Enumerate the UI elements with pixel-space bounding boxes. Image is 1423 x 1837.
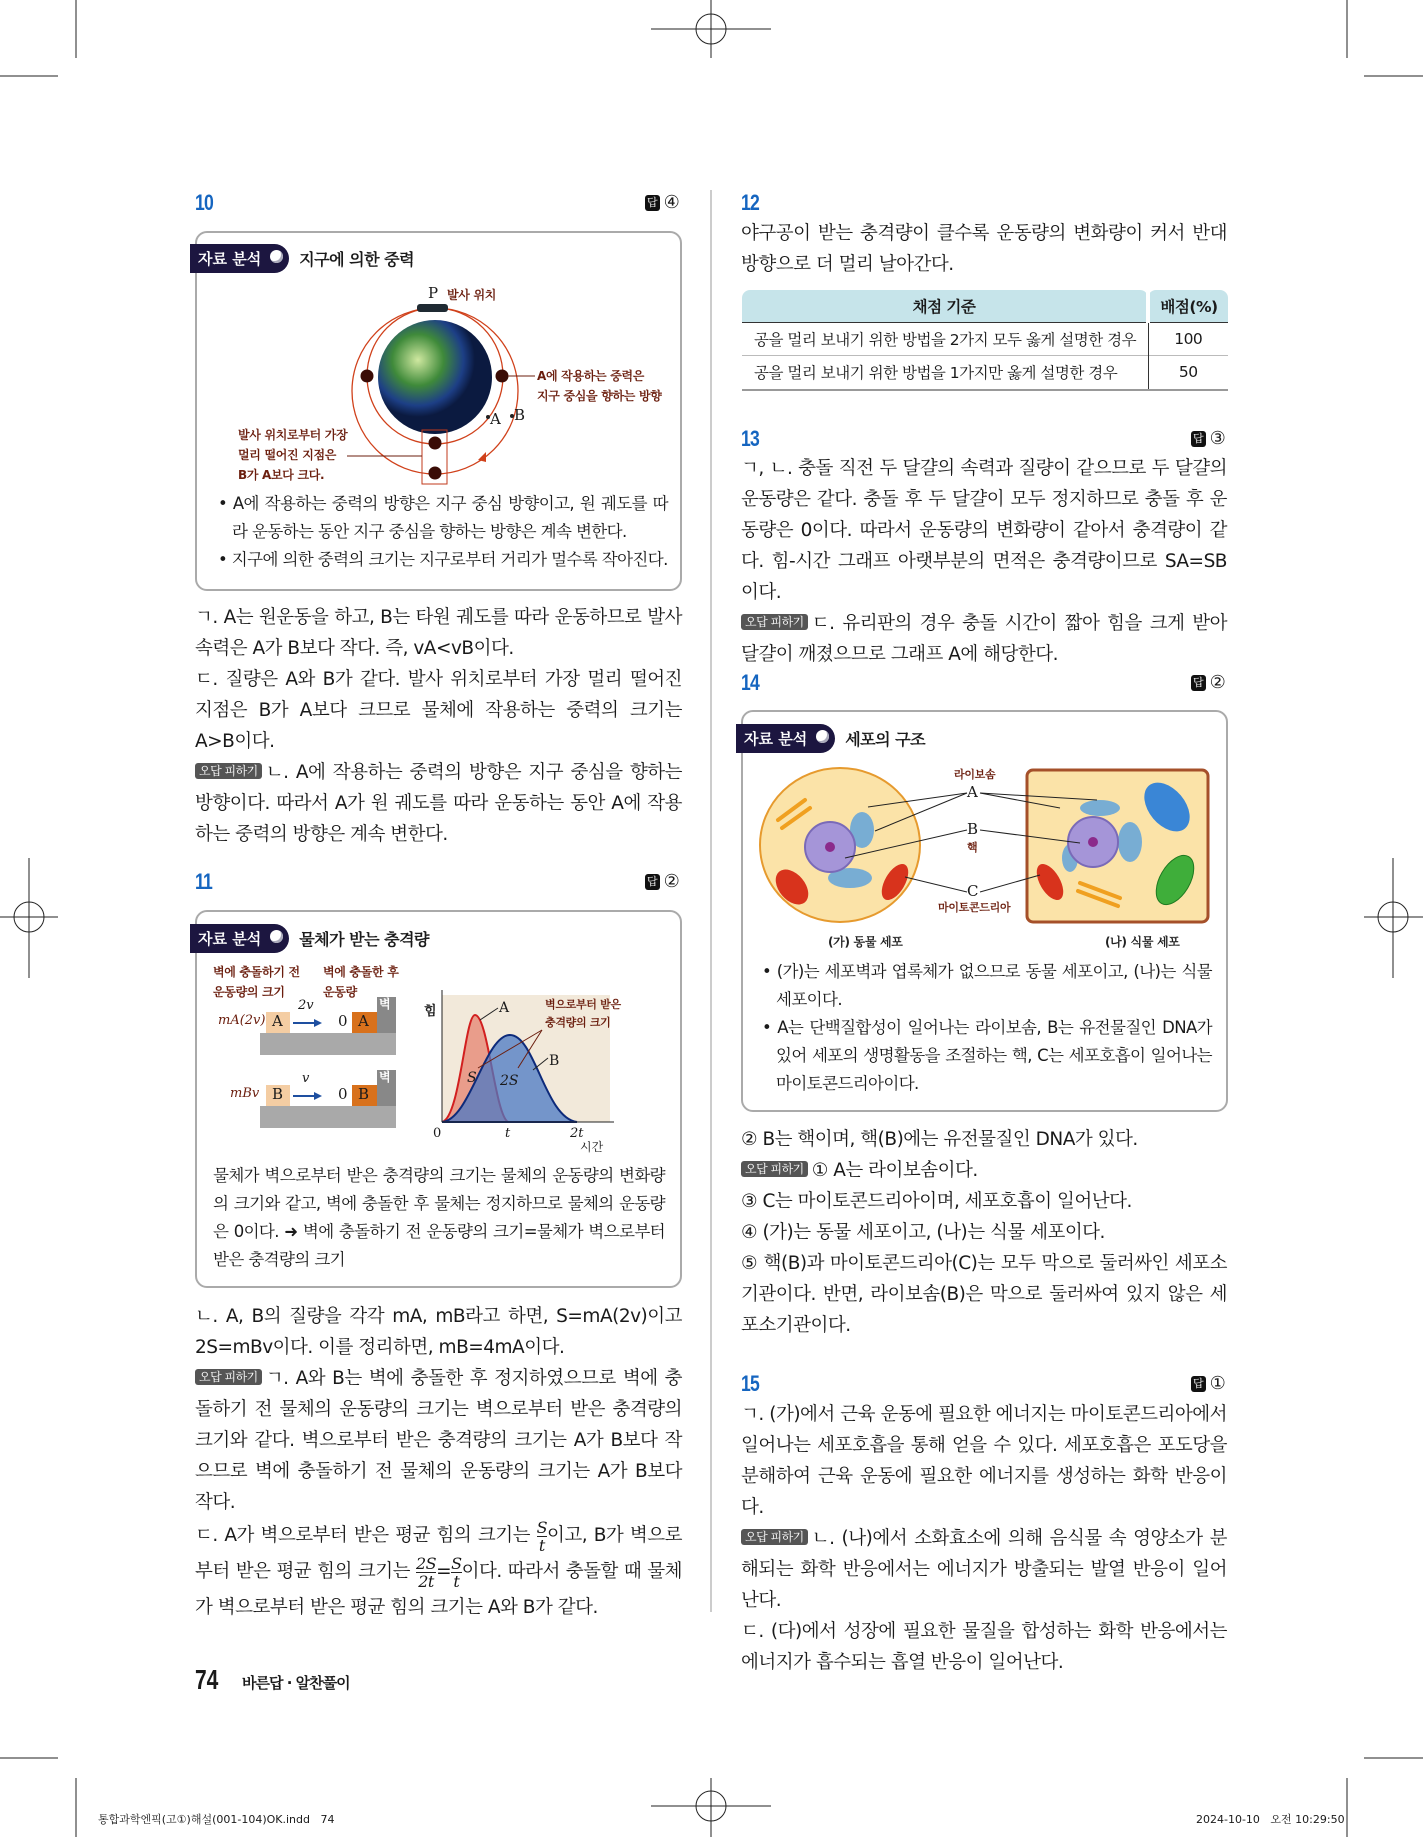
- fraction: [451, 1555, 461, 1590]
- block-a: A: [272, 1012, 283, 1030]
- explanation: [741, 1399, 1227, 1678]
- animal-cell-label: (가) 동물 세포: [828, 935, 903, 949]
- curve-a-label: A: [499, 1000, 510, 1016]
- t-tick: t: [505, 1126, 511, 1141]
- label-b: B: [967, 820, 979, 838]
- equals: =: [436, 1561, 452, 1582]
- text: ㄷ. A가 벽으로부터 받은 평균 힘의 크기는: [195, 1525, 537, 1546]
- explanation-para: ② B는 핵이며, 핵(B)에는 유전물질인 DNA가 있다.: [741, 1129, 1138, 1150]
- box-title: 물체가 받는 충격량: [299, 930, 429, 949]
- wrong-answer-para: [195, 1363, 682, 1518]
- badge-label: 자료 분석: [190, 244, 289, 273]
- denominator: 2t: [418, 1571, 434, 1591]
- numerator: 2S: [415, 1553, 437, 1573]
- label-line: 운동량: [323, 985, 357, 999]
- explanation-para: ㄴ. A, B의 질량을 각각 mA, mB라고 하면, S=mA(2v)이고 2S=mBv이다. 이를 정리하면, mB=4mA이다.: [195, 1306, 682, 1358]
- question-number: 10: [195, 190, 213, 215]
- note-line: 발사 위치로부터 가장: [238, 428, 348, 442]
- label-line: 벽에 충돌하기 전: [213, 965, 300, 979]
- note-line: 충격량의 크기: [545, 1016, 611, 1029]
- block-b-after: B: [358, 1085, 370, 1103]
- answer-icon: 답: [1193, 675, 1204, 689]
- table-cell: 100: [1174, 329, 1203, 348]
- label-line: 벽에 충돌한 후: [323, 965, 399, 979]
- table-cell: 50: [1178, 363, 1198, 382]
- wrong-answer-text: ① A는 라이보솜이다.: [811, 1160, 978, 1181]
- curve-b-label: B: [549, 1053, 560, 1069]
- explanation-para: ⑤ 핵(B)과 마이토콘드리아(C)는 모두 막으로 둘러싸인 세포소기관이다. 반면, 라이보솜(B)은 막으로 둘러싸여 있지 않은 세포소기관이다.: [741, 1253, 1227, 1336]
- answer-value: ①: [1209, 1373, 1226, 1394]
- bullet: • A는 단백질합성이 일어나는 라이보솜, B는 유전물질인 DNA가 있어 세포의 생명활동을 조절하는 핵, C는 세포호흡이 일어나는 마이토콘드리아이다.: [762, 1018, 1212, 1093]
- question-number: 11: [195, 869, 213, 894]
- table-header: 채점 기준: [742, 290, 1148, 322]
- box-text: 물체가 벽으로부터 받은 충격량의 크기는 물체의 운동량의 변화량의 크기와 같고, 벽에 충돌한 후 물체는 정지하므로 물체의 운동량은 0이다. ➜ 벽에 충돌하기 전 운동량의 크기=물체가 벽으로부터 받은 충격량의 크기: [213, 1166, 665, 1269]
- question-number: 14: [741, 670, 759, 695]
- explanation-para: ㄷ. (다)에서 성장에 필요한 물질을 합성하는 화학 반응에서는 에너지가 흡수되는 흡열 반응이 일어난다.: [741, 1621, 1227, 1673]
- final-momentum-a: 0: [338, 1012, 348, 1030]
- page-number: 74: [195, 1664, 219, 1695]
- wrong-answer-para: [741, 1155, 1227, 1186]
- momentum-a: mA(2v): [218, 1013, 266, 1028]
- badge-label: 자료 분석: [736, 724, 835, 753]
- y-axis-label: 힘: [424, 1004, 437, 1019]
- print-date: 2024-10-10 오전 10:29:50: [1196, 1813, 1345, 1826]
- area-a-label: S: [467, 1070, 477, 1086]
- text: 이고, B가 벽으로부터 받은 평균 힘의 크기는: [195, 1525, 682, 1582]
- wrong-answer-text: ㄱ. A와 B는 벽에 충돌한 후 정지하였으므로 벽에 충돌하기 전 물체의 운동량의 크기는 벽으로부터 받은 충격량의 크기와 같다. 벽으로부터 받은 충격량의 크기는 A가 B보다 작으므로 벽에 충돌하기 전 물체의 운동량의 크기는 A가 B보다 작다.: [195, 1368, 682, 1513]
- wall-label: 벽: [379, 997, 391, 1011]
- fraction: [537, 1519, 547, 1554]
- origin-tick: 0: [433, 1126, 442, 1141]
- 2t-tick: 2t: [570, 1126, 584, 1141]
- wrong-answer-tag: 오답 피하기: [741, 614, 808, 630]
- explanation-para: ㄱ, ㄴ. 충돌 직전 두 달걀의 속력과 질량이 같으므로 두 달걀의 운동량은 같다. 충돌 후 두 달걀이 모두 정지하므로 충돌 후 운동량은 0이다. 따라서 운동량의 변화량이 같아서 충격량이 같다. 힘-시간 그래프 아랫부분의 면적은 충격량이므로 SA=SB이다.: [741, 458, 1227, 603]
- fraction: [416, 1555, 436, 1590]
- explanation-para: ㄱ. A는 원운동을 하고, B는 타원 궤도를 따라 운동하므로 발사 속력은 A가 B보다 작다. 즉, vA<vB이다.: [195, 607, 682, 659]
- impulse-note: [545, 996, 621, 1032]
- wrong-answer-tag: 오답 피하기: [741, 1529, 808, 1545]
- denominator: t: [538, 1535, 545, 1555]
- label-line: 운동량의 크기: [213, 985, 285, 999]
- answer-icon: 답: [647, 874, 658, 888]
- area-b-label: 2S: [500, 1073, 519, 1089]
- explanation: [741, 1124, 1227, 1341]
- answer-value: ②: [663, 871, 680, 892]
- wrong-answer-tag: 오답 피하기: [195, 763, 262, 779]
- table-cell: 공을 멀리 보내기 위한 방법을 1가지만 옳게 설명한 경우: [742, 355, 1148, 390]
- velocity-a: 2v: [298, 998, 314, 1013]
- answer-badge: [1191, 1373, 1226, 1394]
- explanation-para: [195, 1518, 682, 1626]
- plant-cell-label: (나) 식물 세포: [1105, 935, 1180, 949]
- note-line: B가 A보다 크다.: [238, 468, 325, 482]
- orbit-a-label: A: [490, 410, 501, 428]
- block-a-after: A: [358, 1012, 369, 1030]
- answer-value: ②: [1209, 672, 1226, 693]
- ribosome-label: 라이보솜: [954, 768, 996, 781]
- table-cell: 공을 멀리 보내기 위한 방법을 2가지 모두 옳게 설명한 경우: [742, 322, 1148, 355]
- orbit-b-label: B: [514, 406, 526, 424]
- text: 이다. 따라서 충돌할 때 물체가 벽으로부터 받은 평균 힘의 크기는 A와 B가 같다.: [195, 1561, 682, 1618]
- explanation-para: ㄷ. 질량은 A와 B가 같다. 발사 위치로부터 가장 멀리 떨어진 지점은 B가 A보다 크므로 물체에 작용하는 중력의 크기는 A>B이다.: [195, 669, 682, 752]
- nucleus-label: 핵: [967, 841, 978, 854]
- wrong-answer-text: ㄷ. 유리판의 경우 충돌 시간이 짧아 힘을 크게 받아 달걀이 깨졌으므로 그래프 A에 해당한다.: [741, 613, 1227, 665]
- note-line: 벽으로부터 받은: [545, 998, 621, 1011]
- mitochondria-label: 마이토콘드리아: [938, 901, 1011, 914]
- answer-value: ③: [1209, 428, 1226, 449]
- explanation: [195, 1301, 682, 1626]
- note-line: A에 작용하는 중력은: [537, 369, 645, 383]
- table-header: 배점(%): [1148, 290, 1228, 322]
- wrong-answer-text: ㄴ. A에 작용하는 중력의 방향은 지구 중심을 향하는 방향이다. 따라서 A가 원 궤도를 따라 운동하는 동안 A에 작용하는 중력의 방향은 계속 변한다.: [195, 762, 682, 845]
- question-number: 15: [741, 1371, 759, 1396]
- badge-label: 자료 분석: [190, 924, 289, 953]
- answer-icon: 답: [1193, 1376, 1204, 1390]
- wall-label: 벽: [379, 1070, 391, 1084]
- denominator: t: [453, 1571, 460, 1591]
- file-info: 통합과학엔픽(고①)해설(001-104)OK.indd 74: [98, 1813, 335, 1826]
- numerator: S: [451, 1553, 462, 1573]
- explanation-para: ㄱ. (가)에서 근육 운동에 필요한 에너지는 마이토콘드리아에서 일어나는 세포호흡을 통해 얻을 수 있다. 세포호흡은 포도당을 분해하여 근육 운동에 필요한 에너지를 생성하는 화학 반응이다.: [741, 1404, 1227, 1518]
- wrong-answer-tag: 오답 피하기: [741, 1161, 808, 1177]
- note-line: 지구 중심을 향하는 방향: [537, 389, 662, 403]
- section-title: 바른답 · 알찬풀이: [242, 1674, 350, 1692]
- question-number: 13: [741, 426, 759, 451]
- wrong-answer-para: [741, 1523, 1227, 1616]
- box-title: 세포의 구조: [845, 730, 926, 749]
- label-a: A: [967, 783, 978, 801]
- box-title: 지구에 의한 중력: [299, 250, 415, 269]
- x-axis-label: 시간: [580, 1140, 604, 1154]
- momentum-b: mBv: [230, 1086, 260, 1101]
- wrong-answer-tag: 오답 피하기: [195, 1369, 262, 1385]
- bullet: • A에 작용하는 중력의 방향은 지구 중심 방향이고, 원 궤도를 따라 운동하는 동안 지구 중심을 향하는 방향은 계속 변한다.: [218, 494, 668, 541]
- point-p-label: P: [428, 284, 439, 302]
- label-c: C: [967, 882, 979, 900]
- explanation-para: ④ (가)는 동물 세포이고, (나)는 식물 세포이다.: [741, 1222, 1105, 1243]
- explanation-para: ③ C는 마이토콘드리아이며, 세포호흡이 일어난다.: [741, 1191, 1132, 1212]
- answer-value: ④: [663, 192, 680, 213]
- final-momentum-b: 0: [338, 1085, 348, 1103]
- note-line: 멀리 떨어진 지점은: [238, 448, 337, 462]
- box-bullets: [762, 958, 1212, 1098]
- answer-icon: 답: [1193, 431, 1204, 445]
- velocity-b: v: [302, 1071, 310, 1086]
- block-b: B: [272, 1085, 284, 1103]
- bullet: • 지구에 의한 중력의 크기는 지구로부터 거리가 멀수록 작아진다.: [218, 550, 668, 569]
- launch-position-label: 발사 위치: [447, 288, 497, 302]
- wrong-answer-text: ㄴ. (나)에서 소화효소에 의해 음식물 속 영양소가 분해되는 화학 반응에서는 에너지가 방출되는 발열 반응이 일어난다.: [741, 1528, 1227, 1611]
- answer-text: 야구공이 받는 충격량이 클수록 운동량의 변화량이 커서 반대 방향으로 더 멀리 날아간다.: [741, 223, 1227, 275]
- question-number: 12: [741, 190, 759, 215]
- numerator: S: [536, 1517, 548, 1537]
- bullet: • (가)는 세포벽과 엽록체가 없으므로 동물 세포이고, (나)는 식물 세포이다.: [762, 962, 1212, 1009]
- answer-icon: 답: [647, 195, 658, 209]
